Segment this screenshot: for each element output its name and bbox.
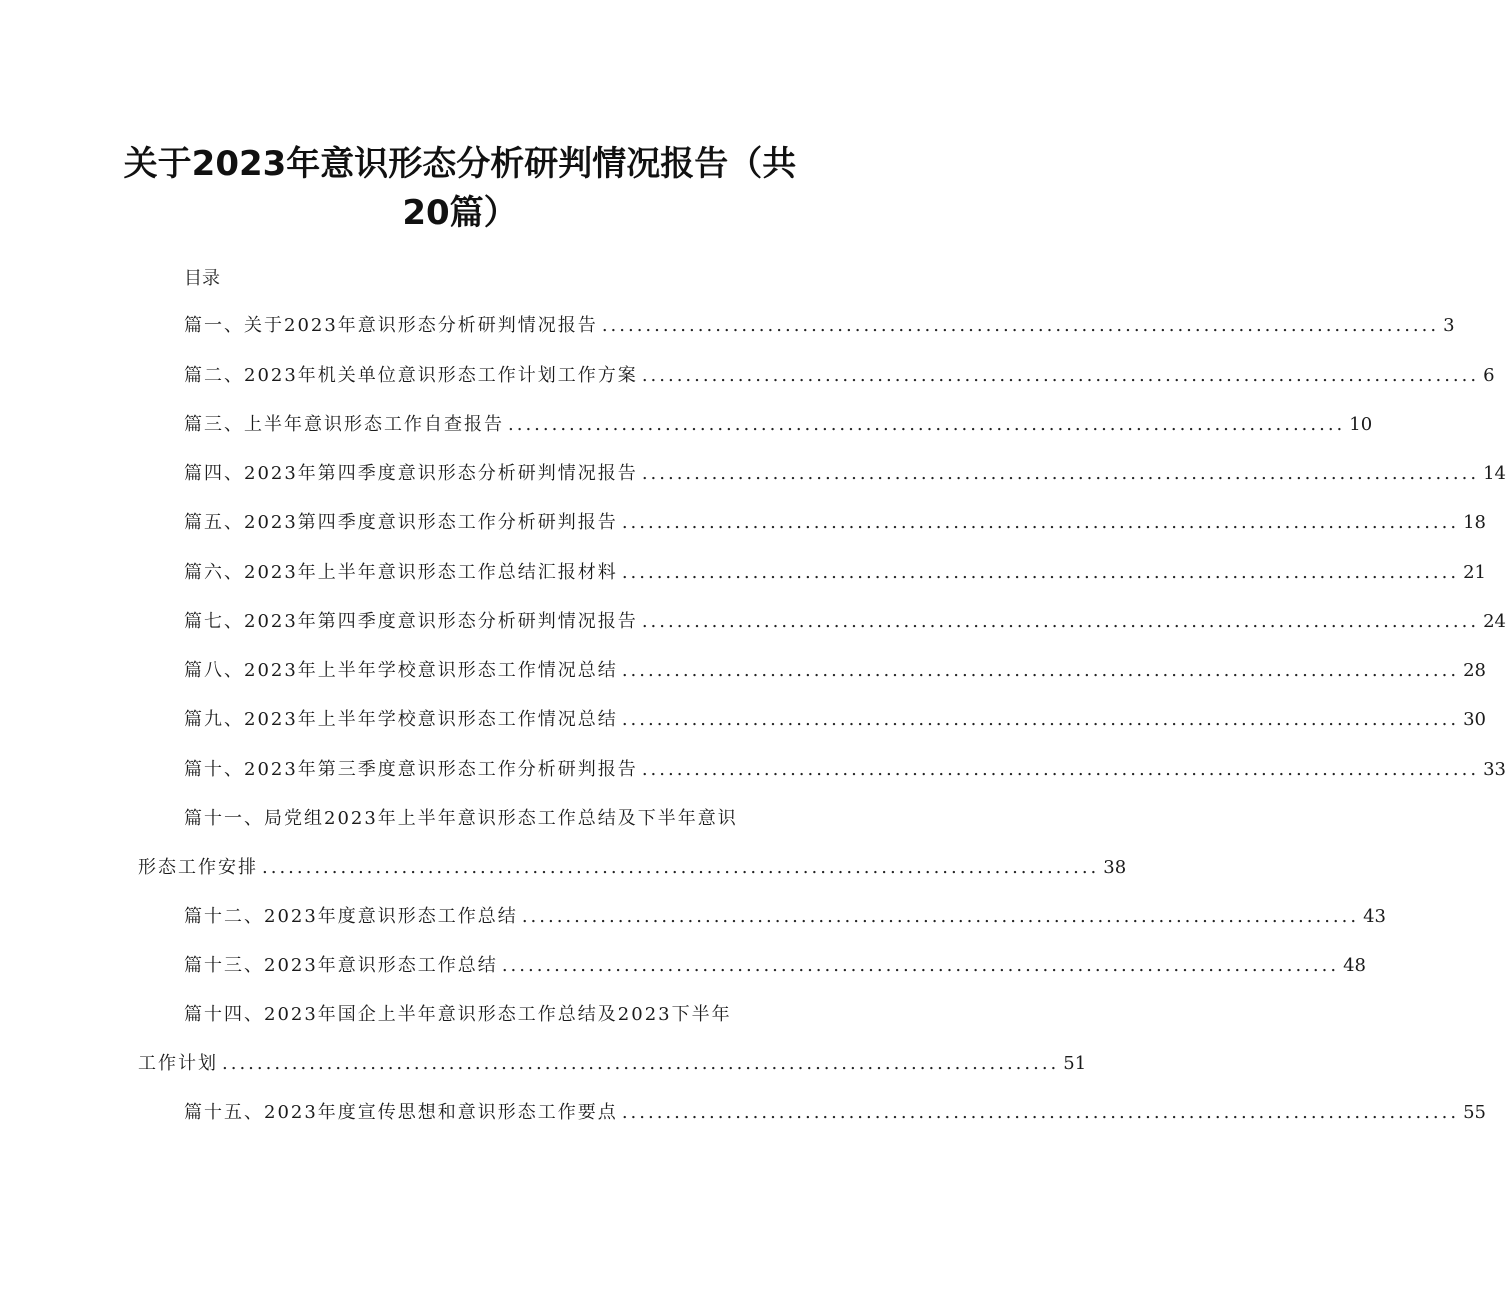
toc-entry-label: 篇十四、2023年国企上半年意识形态工作总结及2023下半年 xyxy=(184,1004,732,1025)
toc-leader-dots: ................................................................................................ xyxy=(621,1102,1460,1123)
toc-entry-page: 18 xyxy=(1463,512,1486,533)
toc-entry-page: 3 xyxy=(1443,315,1455,336)
toc-leader-dots: ................................................................................................ xyxy=(641,759,1480,780)
toc-leader-dots: ................................................................................................ xyxy=(621,512,1460,533)
toc-entry-label: 篇二、2023年机关单位意识形态工作计划工作方案 xyxy=(184,365,638,386)
toc-entry-page: 38 xyxy=(1103,857,1127,878)
toc-leader-dots: ................................................................................................ xyxy=(621,562,1460,583)
toc-entry[interactable] xyxy=(138,902,1386,932)
toc-leader-dots: ................................................................................................ xyxy=(521,906,1360,927)
toc-entry-page: 43 xyxy=(1363,906,1386,927)
toc-entry-label: 篇九、2023年上半年学校意识形态工作情况总结 xyxy=(184,709,618,730)
toc-leader-dots: ................................................................................................ xyxy=(641,365,1480,386)
toc-leader-dots: ................................................................................................ xyxy=(508,414,1346,435)
toc-entry-page: 21 xyxy=(1463,562,1486,583)
toc-entry-label-continued: 形态工作安排 xyxy=(138,857,258,878)
toc-entry[interactable] xyxy=(138,1098,1486,1128)
toc-leader-dots: ................................................................................................ xyxy=(501,955,1340,976)
toc-entry[interactable] xyxy=(138,410,1373,440)
toc-leader-dots: ................................................................................................ xyxy=(601,315,1440,336)
toc-entry[interactable] xyxy=(138,459,1506,489)
toc-entry-label: 篇三、上半年意识形态工作自查报告 xyxy=(184,414,504,435)
document-title-line-2: 20篇） xyxy=(402,193,518,233)
toc-leader-dots: ................................................................................................ xyxy=(641,611,1480,632)
toc-leader-dots: ................................................................................................ xyxy=(262,857,1100,878)
toc-entry[interactable] xyxy=(138,361,1495,391)
toc-entry[interactable] xyxy=(138,1000,1087,1079)
toc-entry-label: 篇十、2023年第三季度意识形态工作分析研判报告 xyxy=(184,759,638,780)
document-title-line-1: 关于2023年意识形态分析研判情况报告（共 xyxy=(123,144,797,184)
toc-entry[interactable] xyxy=(138,755,1506,785)
toc-entry[interactable] xyxy=(138,508,1486,538)
toc-entry-page: 55 xyxy=(1463,1102,1486,1123)
toc-entry-label-continued: 工作计划 xyxy=(138,1053,218,1074)
toc-entry-label: 篇十五、2023年度宣传思想和意识形态工作要点 xyxy=(184,1102,618,1123)
toc-entry-page: 28 xyxy=(1463,660,1486,681)
toc-entry-label: 篇十三、2023年意识形态工作总结 xyxy=(184,955,498,976)
toc-entry[interactable] xyxy=(138,804,1127,883)
toc-leader-dots: ................................................................................................ xyxy=(621,709,1460,730)
toc-entry[interactable] xyxy=(138,951,1366,981)
toc-heading: 目录 xyxy=(184,268,220,289)
toc-entry-page: 10 xyxy=(1349,414,1373,435)
toc-entry-page: 48 xyxy=(1343,955,1366,976)
toc-entry-page: 51 xyxy=(1063,1053,1087,1074)
toc-entry-label: 篇十二、2023年度意识形态工作总结 xyxy=(184,906,518,927)
toc-entry-label: 篇七、2023年第四季度意识形态分析研判情况报告 xyxy=(184,611,638,632)
toc-entry-page: 30 xyxy=(1463,709,1486,730)
toc-entry-label: 篇八、2023年上半年学校意识形态工作情况总结 xyxy=(184,660,618,681)
toc-entry[interactable] xyxy=(138,607,1506,637)
toc-entry-page: 33 xyxy=(1483,759,1506,780)
toc-entry-label: 篇六、2023年上半年意识形态工作总结汇报材料 xyxy=(184,562,618,583)
toc-entry-page: 24 xyxy=(1483,611,1506,632)
toc-entry-label: 篇四、2023年第四季度意识形态分析研判情况报告 xyxy=(184,463,638,484)
toc-leader-dots: ................................................................................................ xyxy=(621,660,1460,681)
toc-entry-page: 14 xyxy=(1483,463,1506,484)
toc-entry[interactable] xyxy=(138,656,1486,686)
toc-entry-label: 篇五、2023第四季度意识形态工作分析研判报告 xyxy=(184,512,618,533)
toc-leader-dots: ................................................................................................ xyxy=(222,1053,1060,1074)
toc-leader-dots: ................................................................................................ xyxy=(641,463,1480,484)
toc-entry-label: 篇十一、局党组2023年上半年意识形态工作总结及下半年意识 xyxy=(184,808,738,829)
toc-entry[interactable] xyxy=(138,705,1486,735)
toc-entry[interactable] xyxy=(138,311,1455,341)
toc-entry-label: 篇一、关于2023年意识形态分析研判情况报告 xyxy=(184,315,598,336)
toc-entry[interactable] xyxy=(138,558,1486,588)
toc-entry-page: 6 xyxy=(1483,365,1495,386)
